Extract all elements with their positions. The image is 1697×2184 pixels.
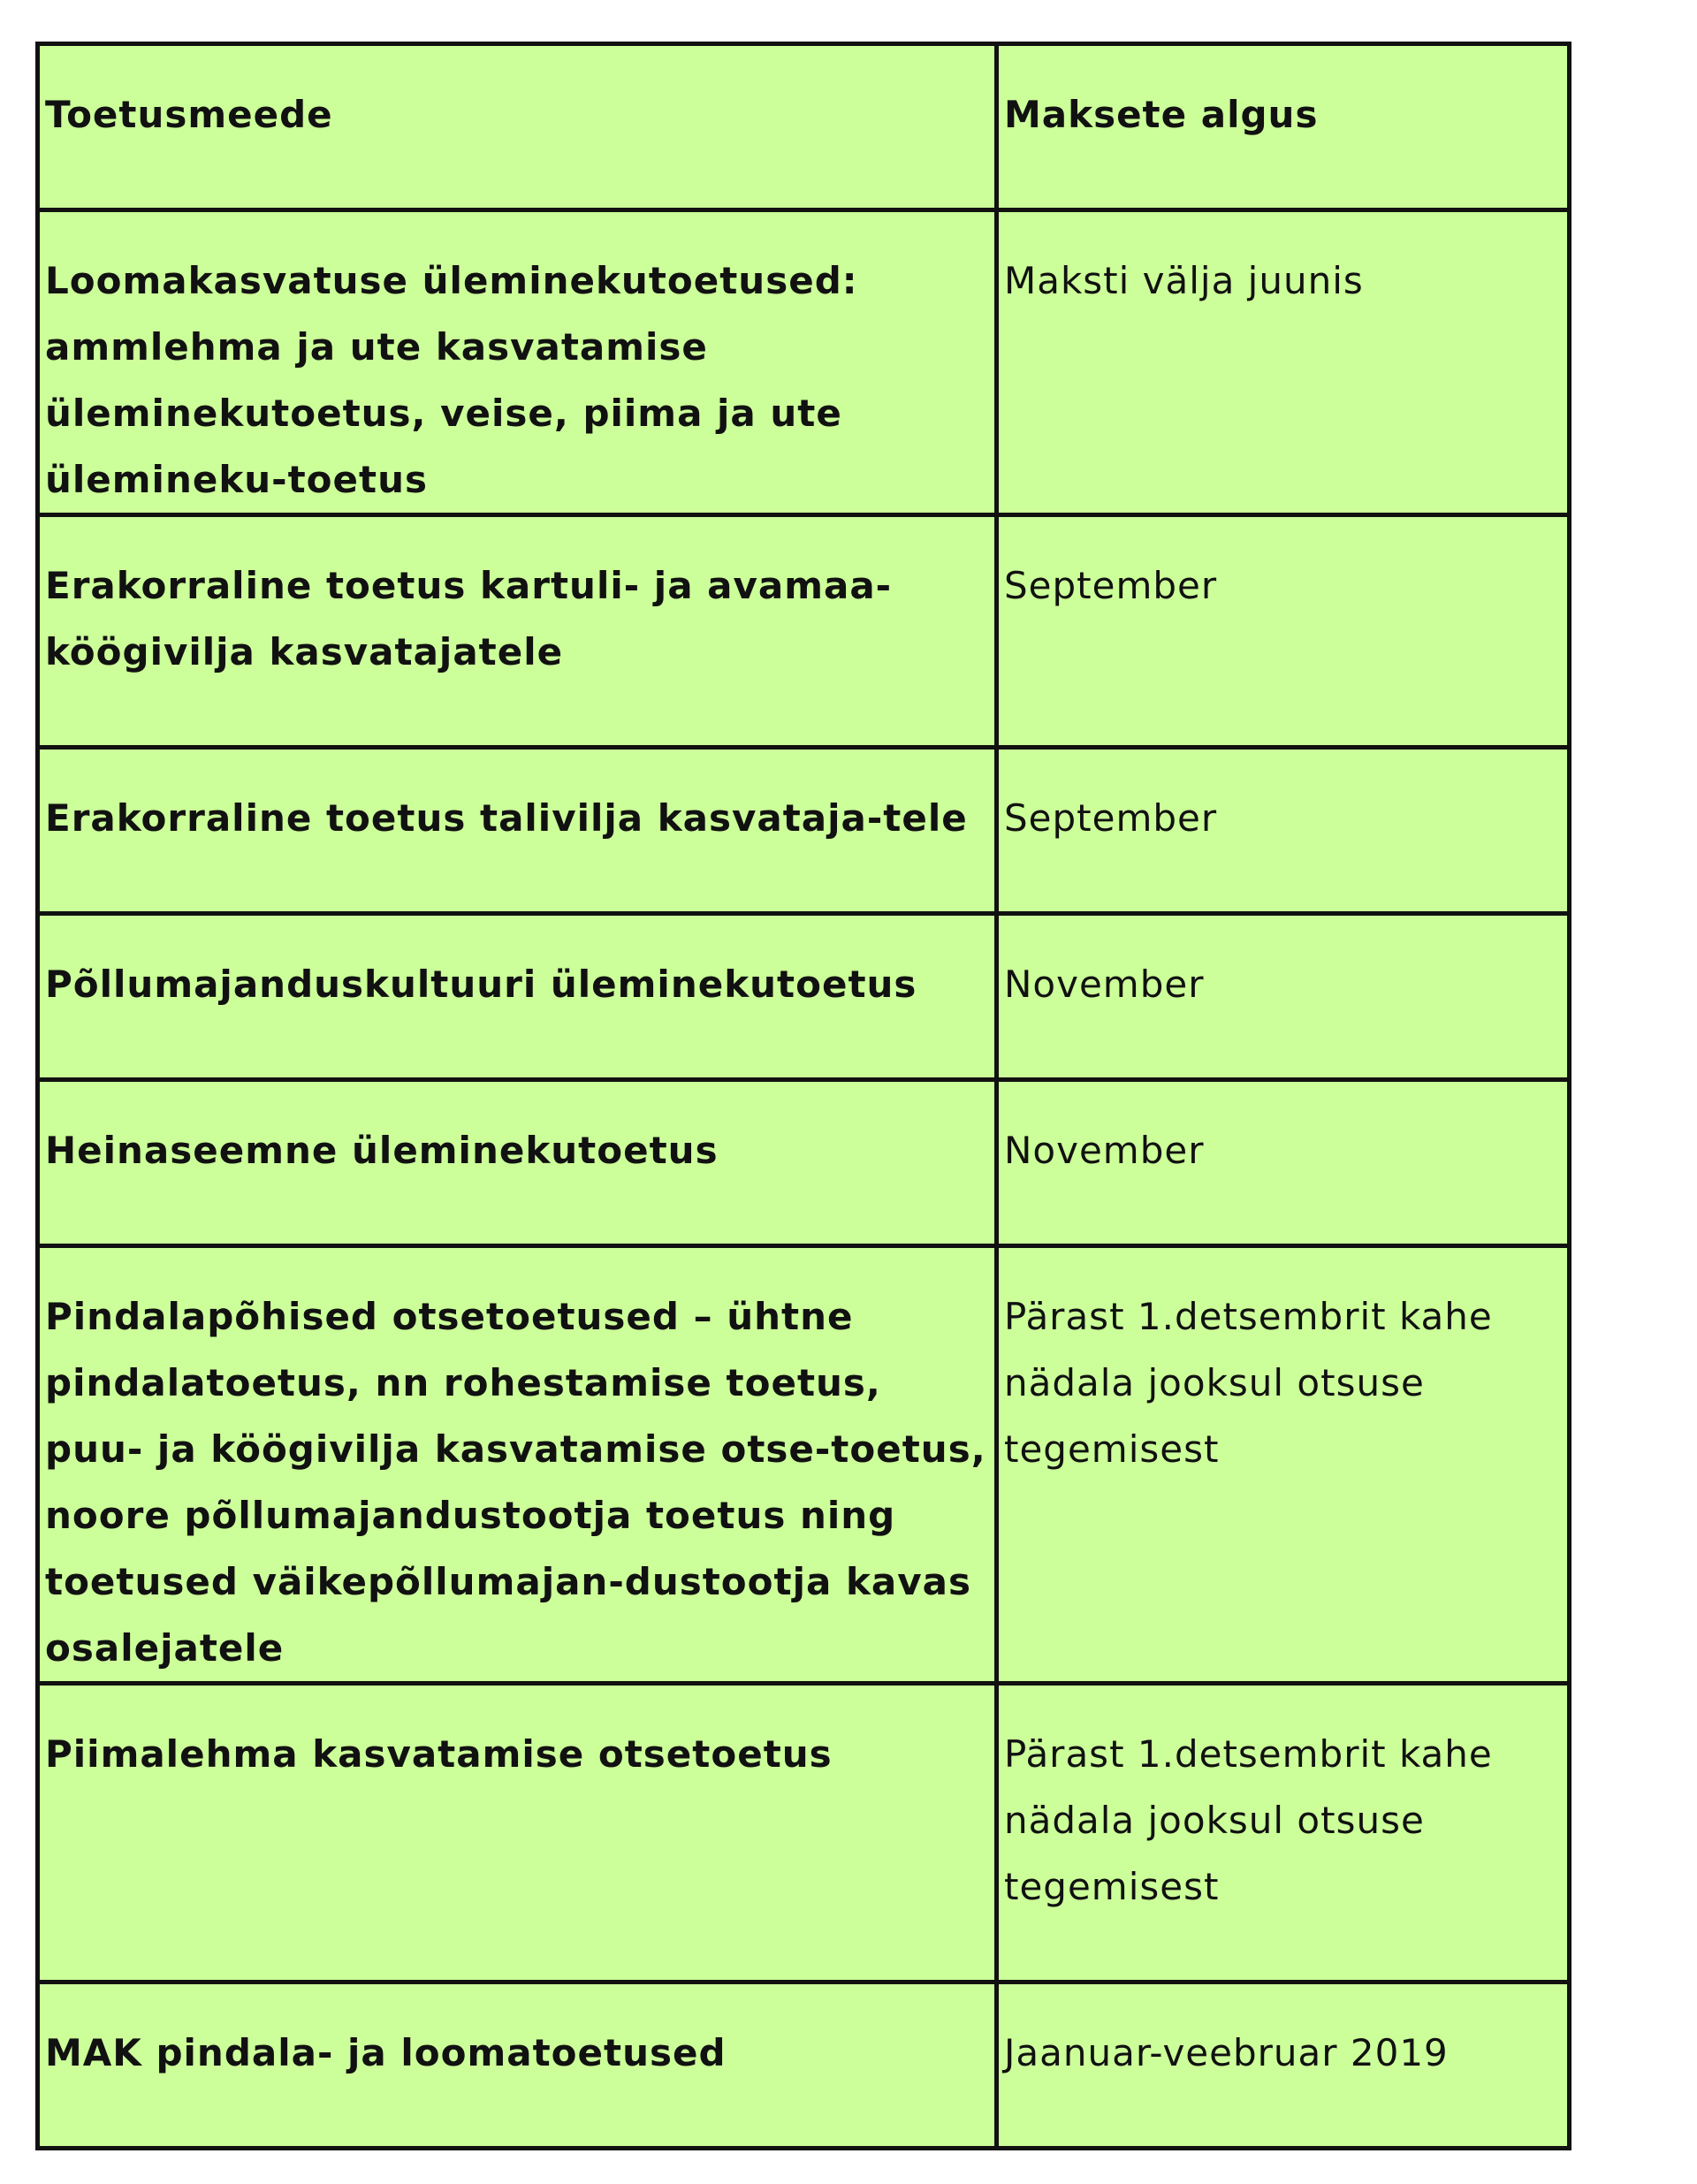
- measure-cell: [38, 1246, 997, 1684]
- measure-cell: [38, 748, 997, 914]
- measure-cell: [38, 1982, 997, 2149]
- measure-text: Põllumajanduskultuuri üleminekutoetus: [45, 963, 917, 1006]
- measure-cell: [38, 515, 997, 748]
- table-row: [38, 1080, 1570, 1246]
- table-row: [38, 1246, 1570, 1684]
- measure-cell: [38, 1080, 997, 1246]
- table-row: [38, 1684, 1570, 1982]
- table-row: [38, 515, 1570, 748]
- table-header-row: [38, 44, 1570, 210]
- payment-start-cell: [997, 1080, 1570, 1246]
- payment-start-text: September: [1004, 796, 1218, 840]
- table-row: [38, 914, 1570, 1080]
- payment-start-cell: [997, 914, 1570, 1080]
- header-cell-payment-start: [997, 44, 1570, 210]
- support-payments-table: [35, 42, 1571, 2150]
- payment-start-text: November: [1004, 1129, 1205, 1172]
- measure-text: Erakorraline toetus talivilja kasvataja-tele: [45, 796, 968, 840]
- support-payments-table-container: [35, 42, 1567, 2150]
- payment-start-cell: [997, 1246, 1570, 1684]
- header-payment-start-label: Maksete algus: [1004, 93, 1319, 136]
- payment-start-text: September: [1004, 564, 1218, 607]
- measure-cell: [38, 1684, 997, 1982]
- measure-cell: [38, 210, 997, 515]
- payment-start-text: Jaanuar-veebruar 2019: [1004, 2031, 1449, 2074]
- table-row: [38, 748, 1570, 914]
- measure-text: Loomakasvatuse üleminekutoetused: ammlehma ja ute kasvatamise üleminekutoetus, veise, piima ja ute ülemineku-toetus: [45, 259, 858, 501]
- measure-text: Pindalapõhised otsetoetused – ühtne pindalatoetus, nn rohestamise toetus, puu- ja köögivilja kasvatamise otse-toetus, noore põllumajandustootja toetus ning toetused väikepõllumajan-dustootja kavas osalejatele: [45, 1295, 986, 1670]
- measure-cell: [38, 914, 997, 1080]
- measure-text: MAK pindala- ja loomatoetused: [45, 2031, 727, 2074]
- payment-start-cell: [997, 515, 1570, 748]
- table-row: [38, 1982, 1570, 2149]
- header-cell-measure: [38, 44, 997, 210]
- payment-start-text: November: [1004, 963, 1205, 1006]
- payment-start-cell: [997, 1684, 1570, 1982]
- payment-start-text: Pärast 1.detsembrit kahe nädala jooksul otsuse tegemisest: [1004, 1295, 1493, 1471]
- table-row: [38, 210, 1570, 515]
- payment-start-cell: [997, 748, 1570, 914]
- measure-text: Erakorraline toetus kartuli- ja avamaa-köögivilja kasvatajatele: [45, 564, 893, 673]
- measure-text: Heinaseemne üleminekutoetus: [45, 1129, 719, 1172]
- payment-start-text: Pärast 1.detsembrit kahe nädala jooksul otsuse tegemisest: [1004, 1732, 1493, 1908]
- payment-start-cell: [997, 1982, 1570, 2149]
- payment-start-cell: [997, 210, 1570, 515]
- payment-start-text: Maksti välja juunis: [1004, 259, 1364, 302]
- measure-text: Piimalehma kasvatamise otsetoetus: [45, 1732, 833, 1776]
- header-measure-label: Toetusmeede: [45, 93, 333, 136]
